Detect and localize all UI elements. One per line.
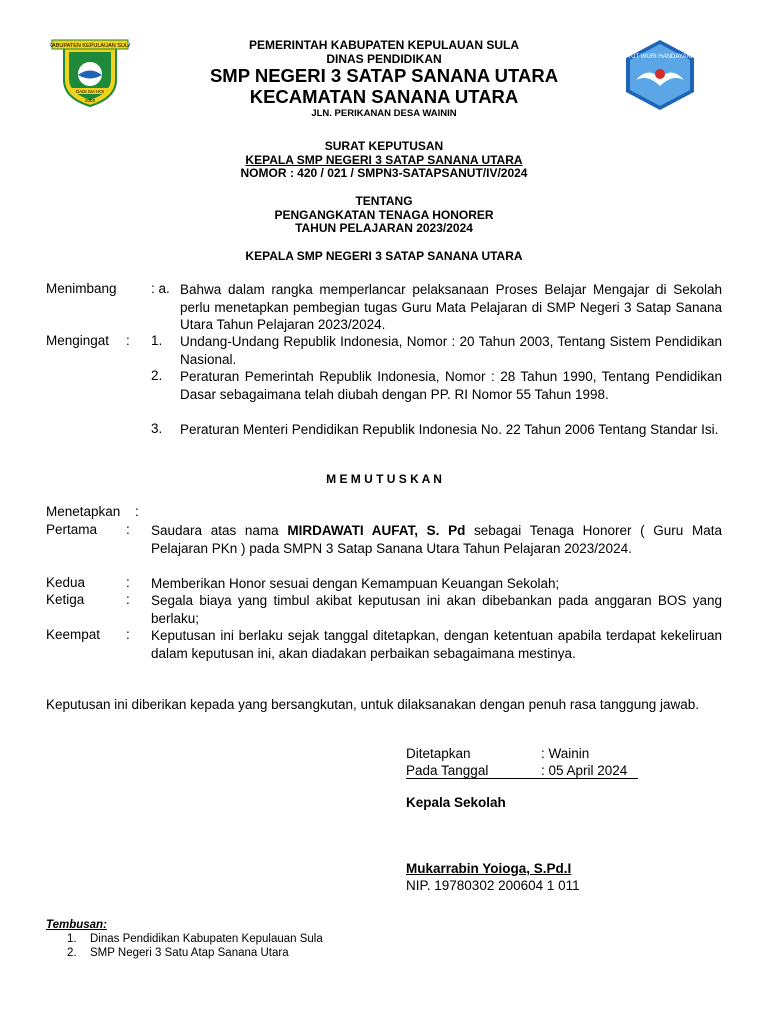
- signer-name: Mukarrabin Yoioga, S.Pd.I: [406, 861, 572, 876]
- mengingat-item-num: 2.: [151, 368, 163, 383]
- decree-regarding: TENTANG: [355, 194, 413, 208]
- mengingat-item-num: 1.: [151, 333, 163, 348]
- tembusan-item-num: 1.: [67, 933, 77, 945]
- decision-label: Keempat: [46, 627, 101, 642]
- closing-paragraph: Keputusan ini diberikan kepada yang bersangkutan, untuk dilaksanakan dengan penuh rasa tanggung jawab.: [46, 697, 699, 712]
- decree-authority: KEPALA SMP NEGERI 3 SATAP SANANA UTARA: [245, 249, 523, 263]
- header-district: KECAMATAN SANANA UTARA: [249, 86, 519, 107]
- decree-number: NOMOR : 420 / 021 / SMPN3-SATAPSANUT/IV/2024: [240, 166, 528, 180]
- tanggal-value: : 05 April 2024: [541, 763, 628, 778]
- decision-colon: :: [126, 575, 130, 590]
- decree-issuer: KEPALA SMP NEGERI 3 SATAP SANANA UTARA: [245, 153, 523, 167]
- tembusan-item-num: 2.: [67, 947, 77, 959]
- decision-label: Kedua: [46, 575, 86, 590]
- decision-colon: :: [126, 522, 130, 537]
- mengingat-item: Undang-Undang Republik Indonesia, Nomor : 20 Tahun 2003, Tentang Sistem Pendidikan Nasional.: [180, 334, 722, 367]
- decree-year: TAHUN PELAJARAN 2023/2024: [295, 221, 473, 235]
- decision-first-text: Saudara atas nama MIRDAWATI AUFAT, S. Pd sebagai Tenaga Honorer ( Guru Mata Pelajaran PKn ) pada SMPN 3 Satap Sanana Utara Tahun Pelajaran 2023/2024.: [151, 523, 722, 556]
- decision-text: Keputusan ini berlaku sejak tanggal ditetapkan, dengan ketentuan apabila terdapat kekeliruan dalam keputusan ini, akan diadakan perbaikan sebagaimana mestinya.: [151, 628, 722, 661]
- mengingat-label: Mengingat: [46, 333, 110, 348]
- tembusan-title: Tembusan:: [46, 919, 107, 931]
- tanggal-row: [406, 763, 638, 779]
- regency-logo-motto: DADI SIA HOI: [75, 89, 105, 94]
- header-government: PEMERINTAH KABUPATEN KEPULAUAN SULA: [249, 38, 519, 52]
- signer-role: Kepala Sekolah: [406, 795, 506, 810]
- header-address: JLN. PERIKANAN DESA WAININ: [311, 108, 457, 119]
- ditetapkan-value: : Wainin: [541, 746, 590, 761]
- header-department: DINAS PENDIDIKAN: [326, 52, 442, 66]
- memutuskan-heading: M E M U T U S K A N: [326, 472, 442, 486]
- decision-colon: :: [126, 627, 130, 642]
- decision-text: Memberikan Honor sesuai dengan Kemampuan Keuangan Sekolah;: [151, 576, 560, 591]
- menimbang-text: Bahwa dalam rangka memperlancar pelaksanaan Proses Belajar Mengajar di Sekolah perlu menetapkan pembegian tugas Guru Mata Pelajaran di SMP Negeri 3 Satap Sanana Utara Tahun Pelajaran 2023/2024.: [180, 282, 722, 332]
- decision-text: Segala biaya yang timbul akibat keputusan ini akan dibebankan pada anggaran BOS yang berlaku;: [151, 593, 722, 626]
- mengingat-item: Peraturan Menteri Pendidikan Republik Indonesia No. 22 Tahun 2006 Tentang Standar Isi.: [180, 422, 719, 437]
- tut-wuri-logo-text: TUT WURI HANDAYANI: [627, 54, 693, 60]
- appointee-name: MIRDAWATI AUFAT, S. Pd: [287, 523, 466, 538]
- decision-colon: :: [126, 592, 130, 607]
- decision-label: Ketiga: [46, 592, 85, 607]
- tembusan-item: SMP Negeri 3 Satu Atap Sanana Utara: [90, 947, 289, 959]
- tanggal-label: Pada Tanggal: [406, 763, 489, 778]
- regency-logo-banner: KABUPATEN KEPULAUAN SULA: [50, 43, 130, 49]
- mengingat-item: Peraturan Pemerintah Republik Indonesia, Nomor : 28 Tahun 1990, Tentang Pendidikan Dasar sebagaimana telah diubah dengan PP. RI Nomor 55 Tahun 1998.: [180, 369, 722, 402]
- ditetapkan-label: Ditetapkan: [406, 746, 471, 761]
- decision-label: Pertama: [46, 522, 98, 537]
- header-school-name: SMP NEGERI 3 SATAP SANANA UTARA: [209, 65, 559, 86]
- tembusan-item: Dinas Pendidikan Kabupaten Kepulauan Sula: [90, 933, 323, 945]
- decree-subject: PENGANGKATAN TENAGA HONORER: [274, 208, 494, 222]
- menimbang-label: Menimbang: [46, 281, 117, 296]
- menetapkan-label: Menetapkan: [46, 504, 121, 519]
- signer-nip: NIP. 19780302 200604 1 011: [406, 878, 580, 893]
- mengingat-colon: :: [126, 333, 130, 348]
- regency-logo-year: 2003: [84, 98, 96, 103]
- menimbang-colon: : a.: [151, 281, 170, 296]
- mengingat-item-num: 3.: [151, 421, 163, 436]
- decree-title: SURAT KEPUTUSAN: [324, 139, 444, 153]
- menetapkan-colon: :: [135, 504, 139, 519]
